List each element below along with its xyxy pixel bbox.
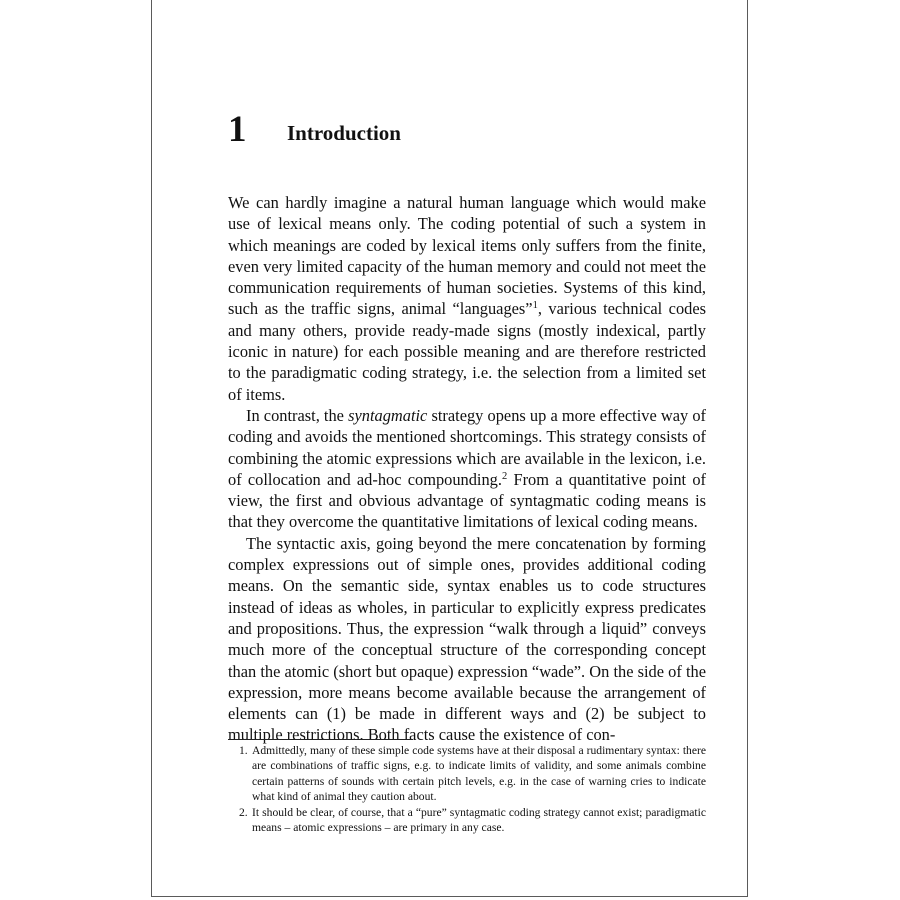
- paragraph: [228, 405, 706, 533]
- text-run: From a quantitative point of view, the first and obvious advantage of syntagmatic coding means is that they overcome the quantitative limitations of lexical coding means.: [228, 469, 706, 532]
- footnotes: [228, 743, 706, 835]
- text-run: The syntactic axis, going beyond the mere concatenation by forming complex expressions out of simple ones, provides additional coding means. On the semantic side, syntax enables us to code structures instead of ideas as wholes, in particular to explicitly express predicates and propositions. Thus, the expression “walk through a liquid” conveys much more of the conceptual structure of the corresponding concept than the atomic (short but opaque) expression “wade”. On the side of the expression, more means become available because the arrangement of elements can (1) be made in different ways and (2) be subject to multiple restrictions. Both facts cause the existence of con-: [228, 533, 706, 745]
- text-run: We can hardly imagine a natural human language which would make use of lexical means only. The coding potential of such a system in which meanings are coded by lexical items only suffers from the finite, even very limited capacity of the human memory and could not meet the communication requirements of human societies. Systems of this kind, such as the traffic signs, animal “languages”: [228, 193, 706, 319]
- paragraph: [228, 533, 706, 746]
- footnote-ref[interactable]: 2: [501, 470, 508, 482]
- paragraph: [228, 192, 706, 405]
- chapter-number: 1: [228, 109, 247, 150]
- footnote-text: Admittedly, many of these simple code systems have at their disposal a rudimentary syntax: there are combinations of traffic signs, e.g. to indicate limits of validity, and some animals combine certain patterns of sounds with certain pitch levels, e.g. in the case of warning cries to indicate what kind of animal they caution about.: [252, 744, 706, 804]
- footnote-number: 2.: [239, 805, 248, 819]
- emphasis-term: syntagmatic: [348, 405, 428, 425]
- footnote-ref[interactable]: 1: [532, 300, 538, 312]
- footnote-divider: [228, 739, 413, 740]
- chapter-heading: [228, 108, 706, 154]
- chapter-title: Introduction: [287, 121, 401, 145]
- footnote-text: It should be clear, of course, that a “pure” syntagmatic coding strategy cannot exist; paradigmatic means – atomic expressions – are primary in any case.: [252, 805, 706, 835]
- body-text: [228, 192, 706, 746]
- footnote: [228, 743, 706, 805]
- footnote: [228, 805, 706, 836]
- text-run: In contrast, the: [246, 405, 349, 425]
- footnote-number: 1.: [239, 744, 248, 757]
- text-run: strategy opens up a more effective way of coding and avoids the mentioned shortcomings. This strategy consists of combining the atomic expressions which are available in the lexicon, i.e. of collocation and ad-hoc compounding.: [228, 405, 706, 489]
- text-run: , various technical codes and many others, provide ready-made signs (mostly indexical, partly iconic in nature) for each possible meaning and are therefore restricted to the paradigmatic coding strategy, i.e. the selection from a limited set of items.: [228, 299, 706, 404]
